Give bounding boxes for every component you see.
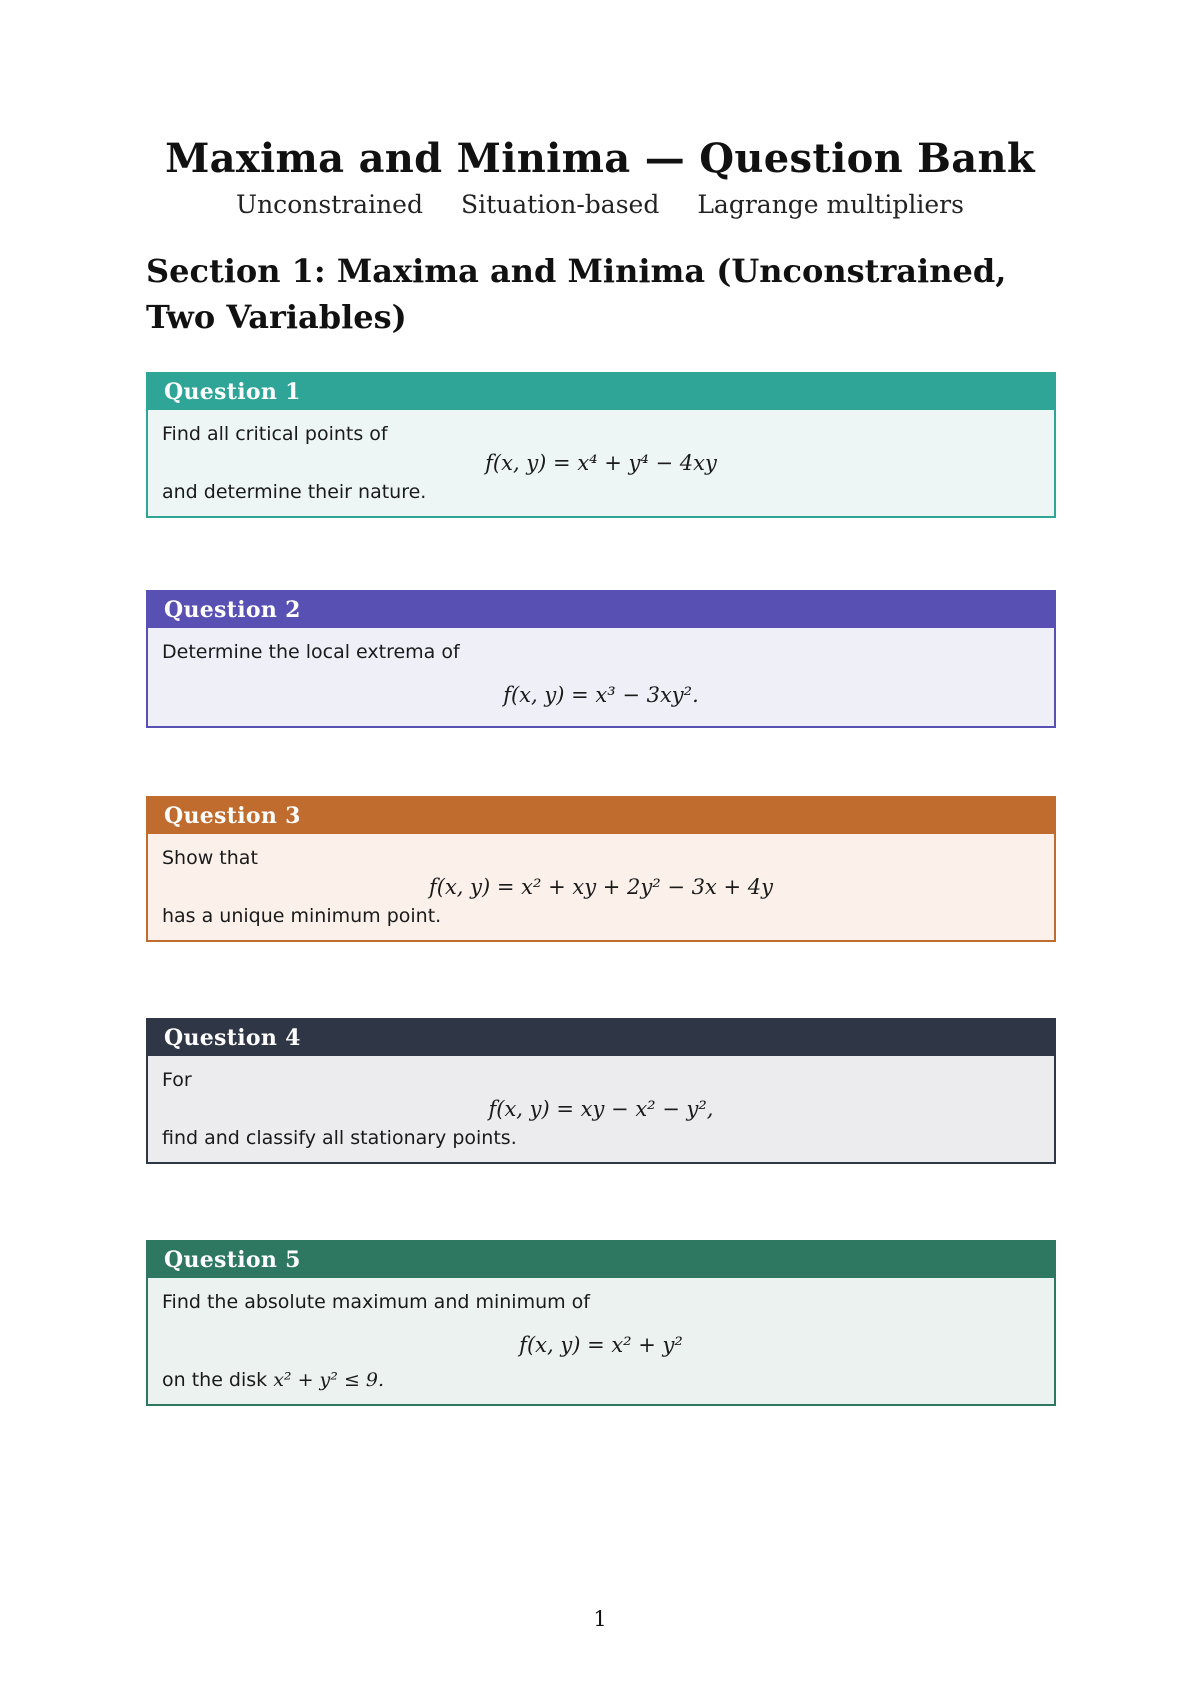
tag-situation-based: Situation-based: [460, 190, 660, 219]
question-header: Question 1: [148, 374, 1054, 410]
tag-unconstrained: Unconstrained: [236, 190, 423, 219]
page-number: 1: [593, 1607, 607, 1631]
question-intro: Find all critical points of: [162, 423, 388, 445]
question-intro: Determine the local extrema of: [162, 641, 460, 663]
section-heading: Section 1: Maxima and Minima (Unconstrained, Two Variables): [146, 252, 1007, 336]
question-outro-math: x² + y² ≤ 9.: [273, 1369, 385, 1391]
tag-lagrange-multipliers: Lagrange multipliers: [697, 190, 964, 219]
question-outro-text: on the disk: [162, 1369, 274, 1391]
question-body: [148, 834, 1054, 940]
question-body: [148, 410, 1054, 516]
question-intro: For: [162, 1069, 192, 1091]
question-formula: f(x, y) = xy − x² − y²,: [488, 1097, 714, 1121]
question-outro: [162, 1366, 1040, 1394]
question-body: [148, 1056, 1054, 1162]
question-outro: find and classify all stationary points.: [162, 1127, 517, 1149]
question-box-1: [146, 372, 1056, 518]
question-box-5: [146, 1240, 1056, 1406]
question-outro: and determine their nature.: [162, 481, 427, 503]
document-title: Maxima and Minima — Question Bank: [165, 135, 1035, 182]
question-formula: f(x, y) = x⁴ + y⁴ − 4xy: [485, 451, 717, 475]
question-intro: Show that: [162, 847, 258, 869]
question-outro: has a unique minimum point.: [162, 905, 442, 927]
question-box-2: [146, 590, 1056, 728]
topic-tags: [0, 190, 1200, 219]
question-header: Question 3: [148, 798, 1054, 834]
question-header: Question 4: [148, 1020, 1054, 1056]
question-body: [148, 1278, 1054, 1404]
question-formula: f(x, y) = x² + xy + 2y² − 3x + 4y: [429, 875, 773, 899]
question-header: Question 5: [148, 1242, 1054, 1278]
question-body: [148, 628, 1054, 726]
question-formula: f(x, y) = x² + y²: [519, 1333, 683, 1357]
question-header: Question 2: [148, 592, 1054, 628]
question-box-3: [146, 796, 1056, 942]
question-intro: Find the absolute maximum and minimum of: [162, 1291, 590, 1313]
question-box-4: [146, 1018, 1056, 1164]
question-formula: f(x, y) = x³ − 3xy².: [503, 683, 699, 707]
